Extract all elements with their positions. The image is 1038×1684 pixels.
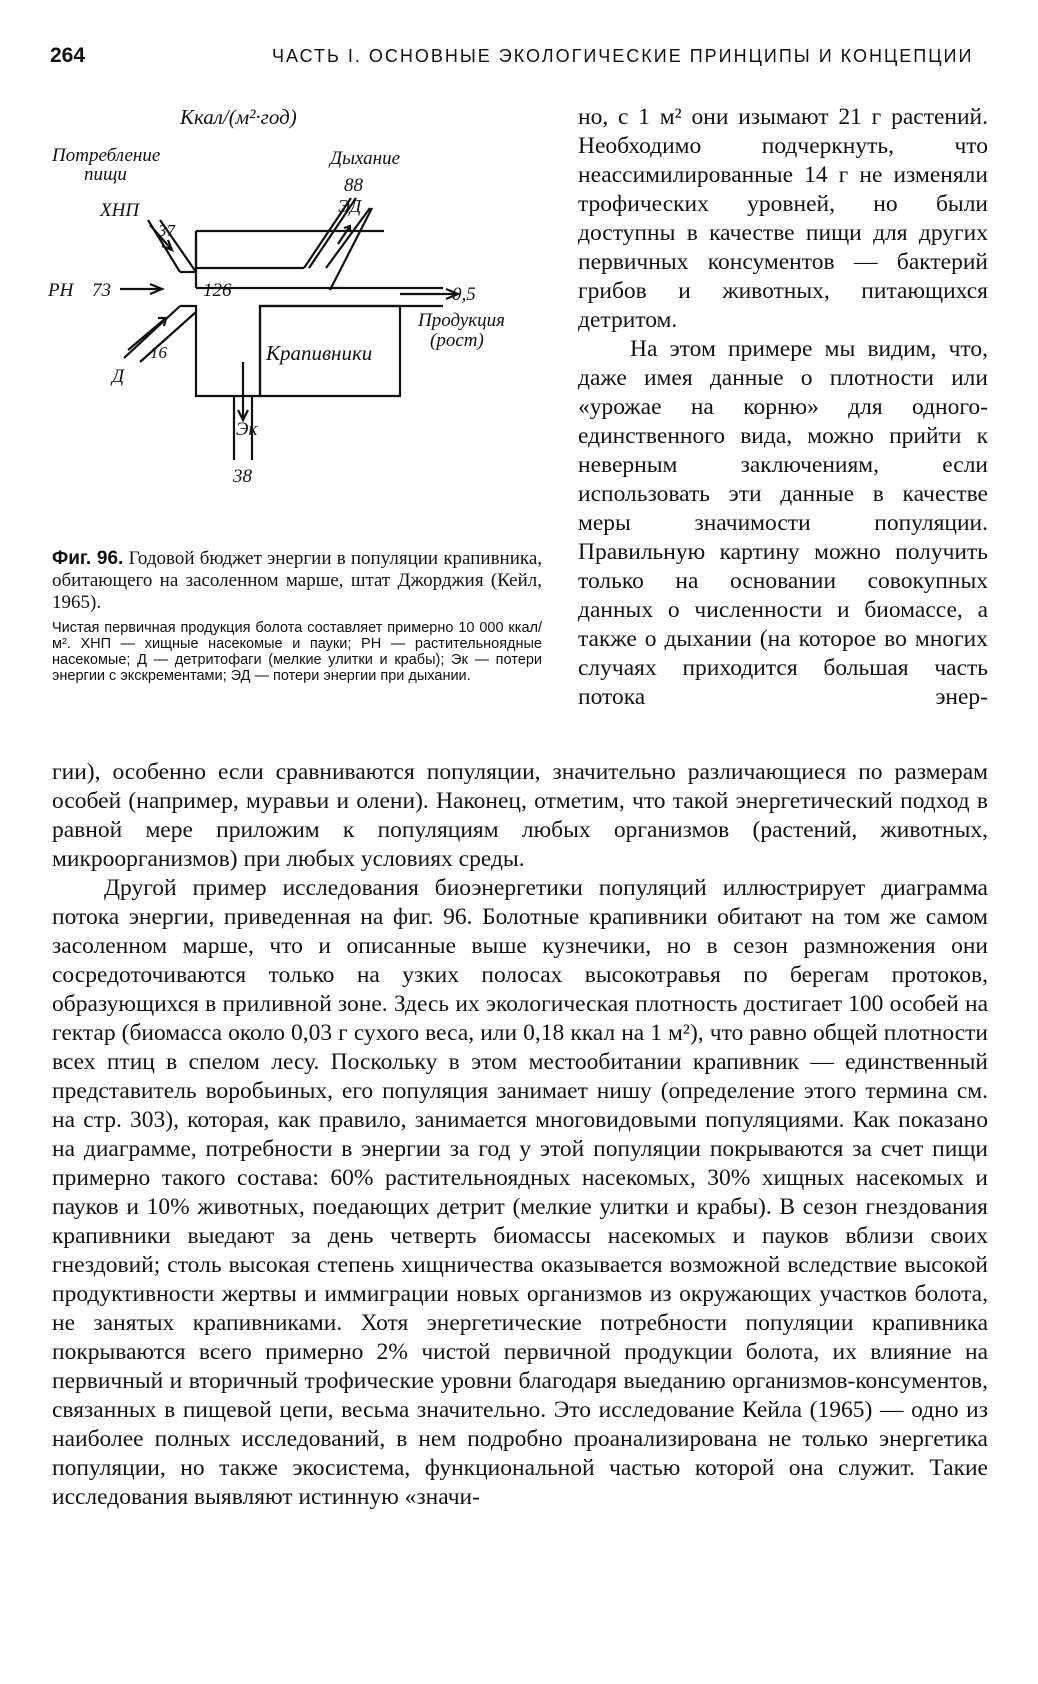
label-prod-1: Продукция [418,310,505,331]
label-intake-2: пищи [84,164,127,185]
full-paragraph-1: гии), особенно если сравниваются популяции, значительно различающиеся по размерам особей (например, муравьи и олени). Наконец, отметим, что такой энергетический подход в равной мере приложим к популяциям любых организмов (растений, животных, микроорганизмов) при любых условиях среды. [52,759,988,872]
caption-title: Годовой бюджет энергии в популяции крапивника, обитающего на засоленном марше, штат Джорджия (Кейл, 1965). [52,548,542,613]
val-hnp: 37 [158,221,175,240]
right-paragraph-2: На этом примере мы видим, что, даже имея данные о плотности или «урожае на корню» для одного-единственного вида, можно прийти к неверным заключениям, если использовать эти данные в качестве меры значимости популяции. Правильную картину можно получить только на основании совокупных данных о численности и биомассе, а также о дыхании (на которое во многих случаях приходится большая часть потока энер- [578,336,988,710]
full-paragraph-2: Другой пример исследования биоэнергетики популяций иллюстрирует диаграмма потока энергии, приведенная на фиг. 96. Болотные крапивники обитают на том же самом засоленном марше, что и описанные выше кузнечики, но в сезон размножения они сосредоточиваются только на узких полосах высокотравья по берегам протоков, образующихся в приливной зоне. Здесь их экологическая плотность достигает 100 особей на гектар (биомасса около 0,03 г сухого веса, или 0,18 ккал на 1 м²), что равно общей плотности всех птиц в спелом лесу. Поскольку в этом местообитании крапивник — единственный представитель воробьиных, его популяция занимает нишу (определение этого термина см. на стр. 303), которая, как правило, занимается многовидовыми популяциями. Как показано на диаграмме, потребности в энергии за год у этой популяции покрываются за счет пищи примерно такого состава: 60% растительноядных насекомых, 30% хищных насекомых и пауков и 10% животных, поедающих детрит (мелкие улитки и крабы). В сезон гнездования крапивники выедают за день четверть биомассы насекомых и пауков вблизи своих гнездовий; столь высокая степень хищничества оказывается возможной вследствие высокой продуктивности жертвы и иммиграции новых организмов из окружающих участков болота, не занятых крапивниками. Хотя энергетические потребности популяции крапивника покрываются всего примерно 2% чистой первичной продукции болота, их влияние на первичный и вторичный трофические уровни благодаря выеданию организмов-консументов, связанных в пищевой цепи, весьма значительно. Это исследование Кейла (1965) — одно из наиболее полных исследований, в нем подробно проанализирована не только энергетика популяции, но также экосистема, функциональной частью которой она служит. Такие исследования выявляют истинную «значи- [52,875,988,1510]
page-number: 264 [50,44,86,67]
caption-main [52,548,542,614]
rn-arrow [120,284,162,294]
val-d: 16 [150,343,167,362]
val-total: 126 [203,280,232,301]
right-column [578,103,988,712]
abbr-ek: Эк [236,419,258,440]
right-paragraph-1: но, с 1 м² они изымают 21 г растений. Необходимо подчеркнуть, что неассимилированные 14 г не изменяли трофических уровней, но были доступны в качестве пищи для других первичных консументов — бактерий грибов и животных, питающихся детритом. [578,104,988,333]
ek-arrow [238,362,248,420]
caption-fig-label: Фиг. 96. [52,548,124,569]
abbr-d: Д [112,366,125,387]
abbr-hnp: ХНП [100,200,140,221]
abbr-rn: РН [48,280,74,301]
val-rn: 73 [92,280,111,301]
fig-units: Ккал/(м²·год) [180,105,297,129]
figure-caption [52,548,542,684]
label-intake-1: Потребление [52,145,161,166]
caption-note: Чистая первичная продукция болота составляет примерно 10 000 ккал/м². ХНП — хищные насекомые и пауки; РН — растительноядные насекомые; Д — детритофаги (мелкие улитки и крабы); Эк — потери энергии с экскрементами; ЭД — потери энергии при дыхании. [52,620,542,684]
val-resp: 88 [344,175,363,196]
val-prod: 0,5 [452,284,476,305]
label-prod-2: (рост) [430,330,484,351]
abbr-ed: ЭД [338,196,362,216]
running-title: ЧАСТЬ I. ОСНОВНЫЕ ЭКОЛОГИЧЕСКИЕ ПРИНЦИПЫ И КОНЦЕПЦИИ [272,46,974,66]
main-text [52,758,988,1512]
label-resp: Дыхание [330,148,400,169]
val-ek: 38 [233,466,252,487]
prod-arrow [400,289,458,299]
box-label: Крапивники [266,341,373,365]
energy-flow-diagram [0,0,560,545]
ed-arrow [338,226,350,244]
